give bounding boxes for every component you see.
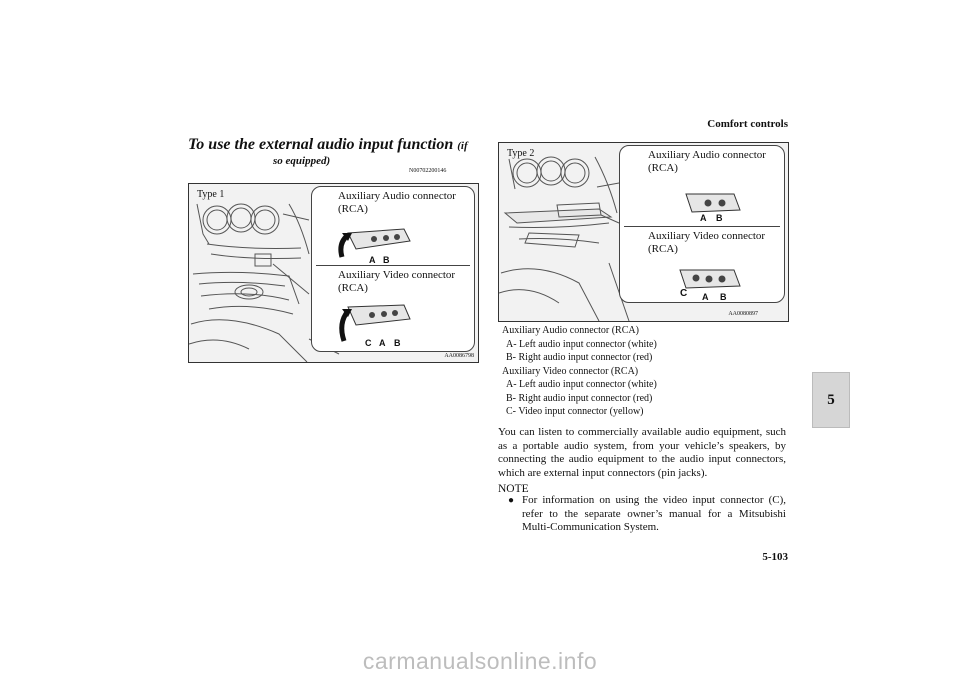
section-title-suffix-line2: so equipped) [273, 155, 331, 167]
letter-a: A [702, 292, 709, 302]
figure-code: AA0086798 [444, 353, 474, 359]
note-text: For information on using the video input connector (C), refer to the separate owner’s manual for a Mitsubishi Multi-Communication System. [522, 494, 786, 533]
section-title-main: To use the external audio input function [188, 136, 458, 153]
bullet-icon: ● [508, 495, 515, 506]
letter-b: B [383, 255, 390, 265]
callout-divider [624, 226, 780, 227]
figure-type-label: Type 1 [197, 189, 225, 200]
letter-c: C [365, 338, 372, 348]
body-paragraph: You can listen to commercially available audio equipment, such as a portable audio system, from your vehicle’s speakers, by connecting the audio equipment to the audio input connectors, which are external input connectors (pin jacks). [498, 426, 786, 479]
figure-type-label: Type 2 [507, 148, 535, 159]
caption-video-heading: Auxiliary Video connector (RCA) [502, 365, 639, 377]
caption-item: B- Right audio input connector (red) [506, 392, 653, 404]
connector-callout [311, 186, 475, 352]
letter-b: B [716, 213, 723, 223]
letter-b: B [720, 292, 727, 302]
caption-item: A- Left audio input connector (white) [506, 338, 657, 350]
note-heading: NOTE [498, 483, 529, 495]
figure-type1 [188, 183, 479, 363]
audio-connector-illustration [334, 223, 414, 259]
page-number: 5-103 [762, 551, 788, 563]
audio-connector-label: Auxiliary Audio connector (RCA) [338, 190, 456, 215]
letter-a: A [379, 338, 386, 348]
letter-b: B [394, 338, 401, 348]
letter-c: C [680, 288, 688, 299]
figure-code: AA0080897 [728, 311, 758, 317]
letter-a: A [700, 213, 707, 223]
video-connector-label: Auxiliary Video connector (RCA) [648, 230, 766, 255]
connector-callout [619, 145, 785, 303]
audio-connector-illustration [682, 190, 746, 216]
figure-type2 [498, 142, 789, 322]
chapter-tab: 5 [812, 372, 850, 428]
caption-item: B- Right audio input connector (red) [506, 352, 653, 363]
callout-divider [316, 265, 470, 266]
caption-item: A- Left audio input connector (white) [506, 379, 657, 390]
caption-audio-heading: Auxiliary Audio connector (RCA) [502, 325, 639, 336]
video-connector-label: Auxiliary Video connector (RCA) [338, 269, 456, 294]
note-item [508, 494, 786, 535]
section-code: N00702200146 [409, 168, 447, 174]
figure-caption [502, 324, 792, 419]
audio-connector-label: Auxiliary Audio connector (RCA) [648, 149, 766, 174]
video-connector-illustration [334, 299, 414, 343]
caption-item: C- Video input connector (yellow) [506, 406, 644, 417]
section-title-suffix: (if [457, 140, 468, 152]
running-header: Comfort controls [707, 118, 788, 130]
letter-a: A [369, 255, 376, 265]
watermark: carmanualsonline.info [362, 648, 598, 674]
section-title [188, 136, 468, 154]
